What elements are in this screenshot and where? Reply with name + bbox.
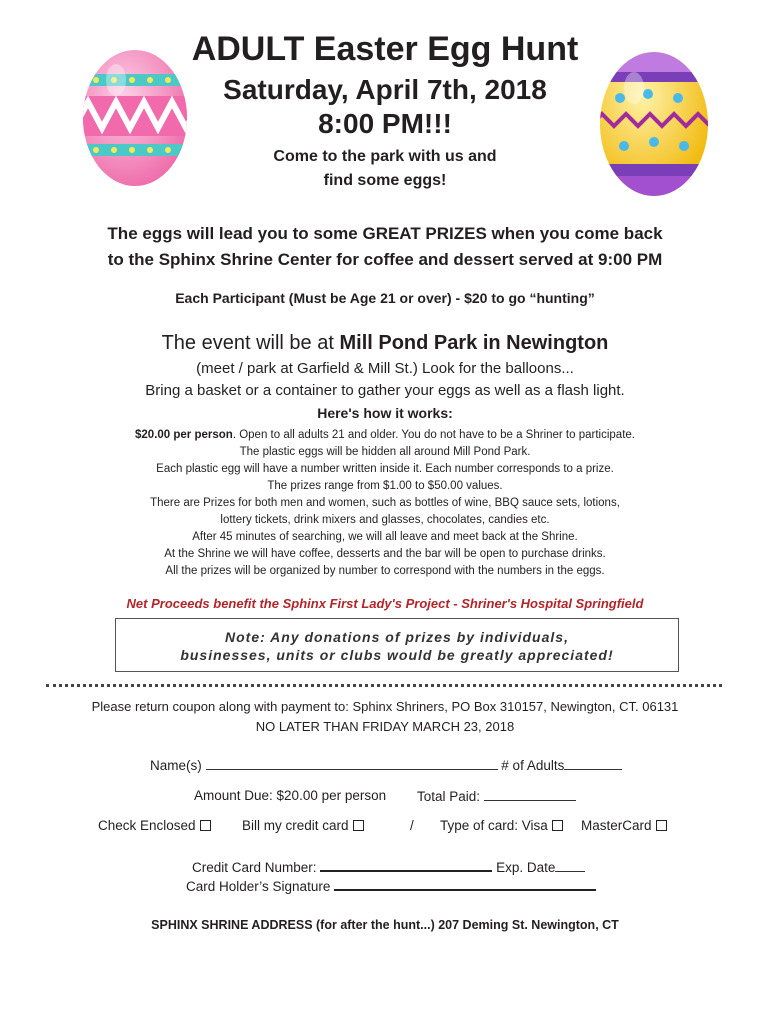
bill-credit-option [242, 818, 364, 833]
coupon-cut-line [46, 684, 722, 687]
invite-line-1: Come to the park with us and [273, 148, 497, 165]
card-type-label: Type of card: Visa [440, 818, 548, 833]
check-enclosed-checkbox[interactable] [200, 820, 211, 831]
option-separator: / [410, 818, 414, 833]
return-deadline: NO LATER THAN FRIDAY MARCH 23, 2018 [255, 719, 515, 734]
participant-fee: Each Participant (Must be Age 21 or over) - $20 to go “hunting” [175, 290, 595, 306]
page-title: ADULT Easter Egg Hunt [191, 30, 579, 68]
price-bold: $20.00 per person [135, 429, 233, 441]
donation-note-line-2: businesses, units or clubs would be greatly appreciated! [180, 647, 614, 663]
prizes-line-1: The eggs will lead you to some GREAT PRIZES when you come back [107, 224, 663, 243]
detail-line: At the Shrine we will have coffee, desserts and the bar will be open to purchase drinks. [164, 548, 606, 560]
event-location [0, 332, 770, 355]
adults-field[interactable] [564, 757, 622, 770]
card-number-label: Credit Card Number: [192, 860, 317, 875]
event-park-name: Mill Pond Park in Newington [339, 332, 609, 354]
visa-checkbox[interactable] [552, 820, 563, 831]
exp-date-label: Exp. Date [496, 860, 556, 875]
check-enclosed-label: Check Enclosed [98, 818, 196, 833]
mastercard-checkbox[interactable] [656, 820, 667, 831]
detail-line: The plastic eggs will be hidden all around Mill Pond Park. [239, 446, 531, 458]
bill-credit-label: Bill my credit card [242, 818, 349, 833]
meeting-point: (meet / park at Garfield & Mill St.) Look for the balloons... [196, 360, 574, 377]
detail-line: There are Prizes for both men and women, such as bottles of wine, BBQ sauce sets, lotions, [150, 497, 620, 509]
event-date: Saturday, April 7th, 2018 [223, 74, 547, 105]
names-label: Name(s) [150, 758, 202, 773]
detail-line: Each plastic egg will have a number written inside it. Each number corresponds to a prize. [156, 463, 614, 475]
mastercard-option [581, 818, 667, 833]
bill-credit-checkbox[interactable] [353, 820, 364, 831]
detail-line: All the prizes will be organized by number to correspond with the numbers in the eggs. [165, 565, 605, 577]
net-proceeds-note: Net Proceeds benefit the Sphinx First Lady's Project - Shriner's Hospital Springfield [126, 596, 644, 611]
visa-option [440, 818, 563, 833]
signature-row [186, 877, 596, 894]
card-number-field[interactable] [320, 858, 492, 872]
names-row [150, 757, 622, 773]
donation-note-box [115, 618, 679, 672]
exp-date-field[interactable] [555, 859, 585, 872]
adults-label: # of Adults [501, 758, 565, 773]
names-field[interactable] [206, 757, 498, 770]
amount-due: Amount Due: $20.00 per person [194, 788, 387, 803]
detail-line: After 45 minutes of searching, we will all leave and meet back at the Shrine. [192, 531, 578, 543]
check-enclosed-option [98, 818, 211, 833]
how-it-works-details [0, 427, 770, 580]
how-it-works-heading: Here's how it works: [317, 405, 453, 421]
return-instructions: Please return coupon along with payment to: Sphinx Shriners, PO Box 310157, Newington, CT. 06131 [91, 699, 679, 714]
amount-row [194, 788, 386, 803]
donation-note-line-1: Note: Any donations of prizes by individuals, [225, 629, 569, 645]
bring-basket-note: Bring a basket or a container to gather your eggs as well as a flash light. [145, 382, 625, 399]
shrine-address: SPHINX SHRINE ADDRESS (for after the hunt...) 207 Deming St. Newington, CT [151, 918, 619, 932]
price-rest: . Open to all adults 21 and older. You do not have to be a Shriner to participate. [232, 429, 635, 441]
price-line [0, 427, 770, 444]
detail-line: The prizes range from $1.00 to $50.00 values. [267, 480, 503, 492]
invite-line-2: find some eggs! [323, 172, 447, 189]
total-paid-field[interactable] [484, 788, 576, 801]
event-time: 8:00 PM!!! [318, 108, 452, 139]
mastercard-label: MasterCard [581, 818, 652, 833]
event-location-prefix: The event will be at [161, 332, 334, 354]
total-paid-label: Total Paid: [417, 789, 481, 804]
card-number-row [192, 858, 585, 875]
detail-line: lottery tickets, drink mixers and glasses, chocolates, candies etc. [220, 514, 550, 526]
total-paid-row [417, 788, 576, 804]
signature-label: Card Holder’s Signature [186, 879, 331, 894]
signature-field[interactable] [334, 877, 596, 891]
prizes-line-2: to the Sphinx Shrine Center for coffee and dessert served at 9:00 PM [107, 250, 663, 269]
